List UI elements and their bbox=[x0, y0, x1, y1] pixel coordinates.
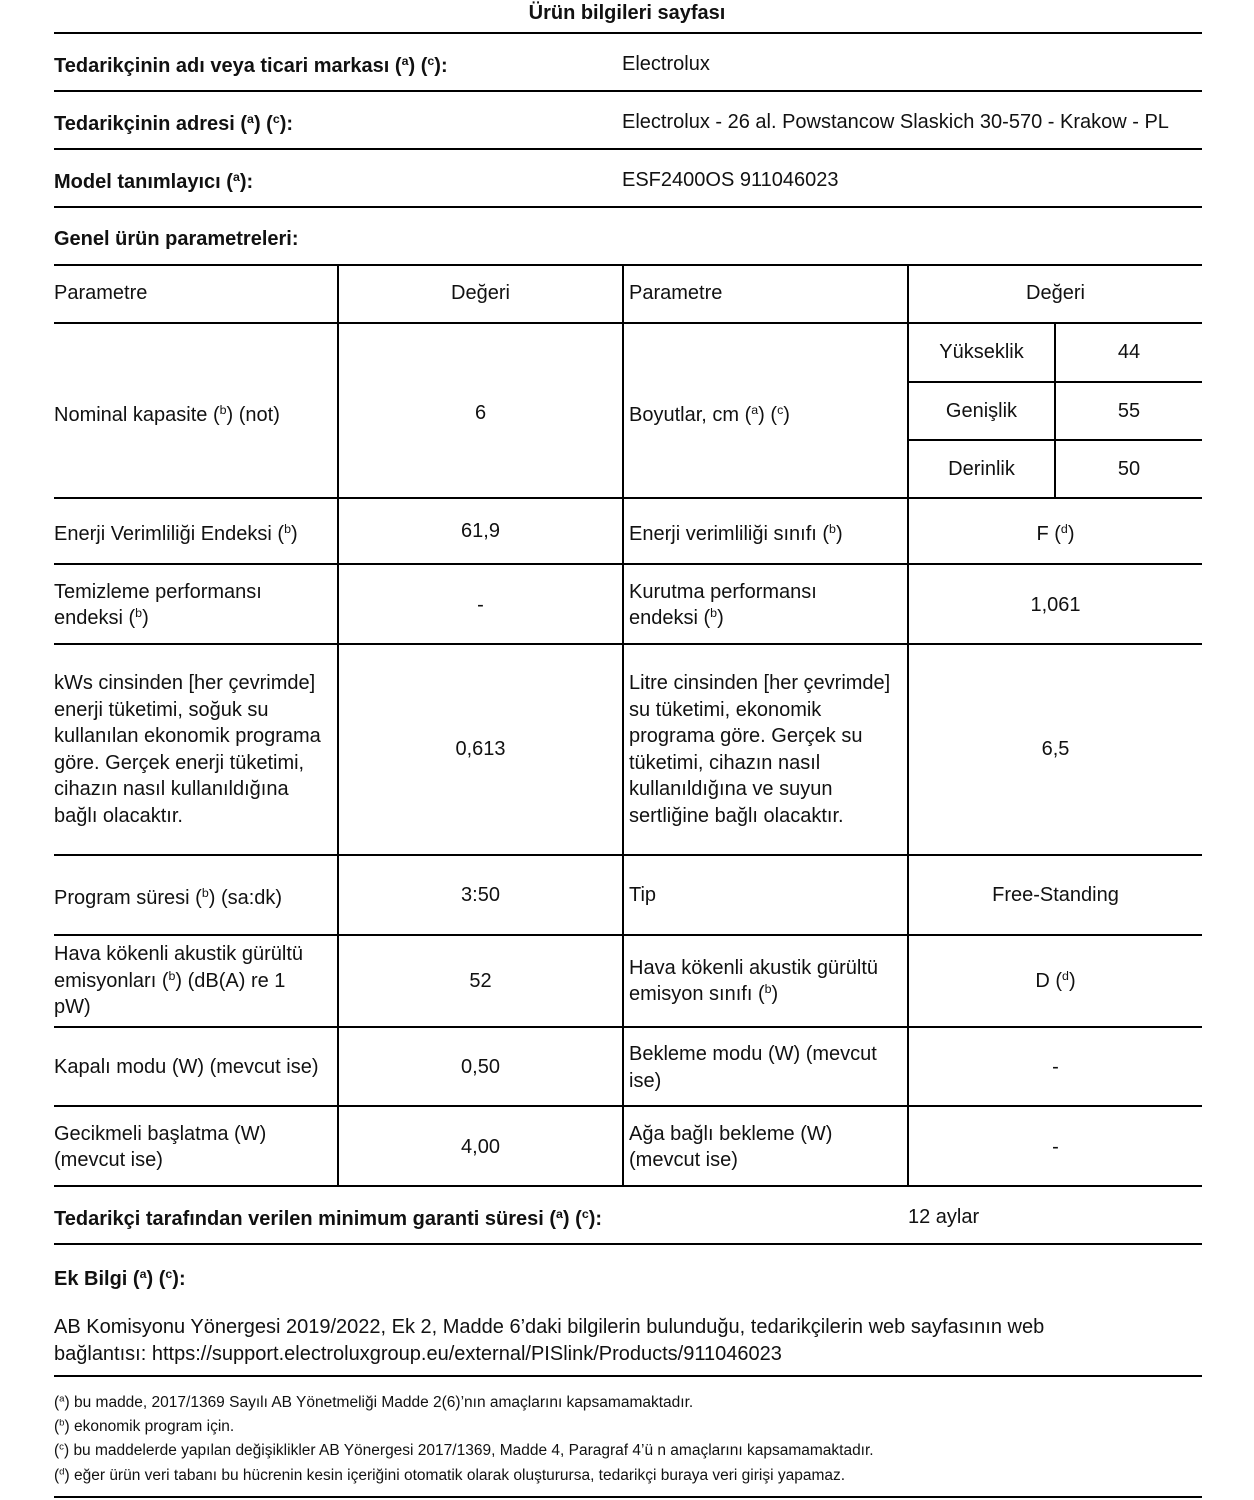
rule bbox=[54, 32, 1202, 34]
additional-info-text: AB Komisyonu Yönergesi 2019/2022, Ek 2, Madde 6’daki bilgilerin bulunduğu, tedarikçilerin web sayfasının web bbox=[54, 1316, 1045, 1338]
cleaning-value: - bbox=[477, 593, 484, 616]
capacity-value: 6 bbox=[474, 401, 487, 424]
rule bbox=[54, 1496, 1202, 1498]
rule bbox=[54, 1375, 1202, 1377]
header-parameter-1: Parametre bbox=[54, 282, 148, 305]
height-value: 44 bbox=[1117, 341, 1141, 364]
drying-value: 1,061 bbox=[1030, 593, 1081, 616]
water-consumption-label: Litre cinsinden [her çevrimde] su tüketimi, ekonomik programa göre. Gerçek su tüketimi, cihazın nasıl kullanıldığına ve suyun sertliğine bağlı olacaktır. bbox=[629, 672, 891, 827]
model-label: Model tanımlayıcı ($^a$): bbox=[54, 170, 254, 193]
energy-consumption-value: 0,613 bbox=[455, 738, 506, 761]
energy-consumption-label: kWs cinsinden [her çevrimde] enerji tüketimi, soğuk su kullanılan ekonomik programa göre. Gerçek enerji tüketimi, cihazın nasıl kullanıldığına bağlı olacaktır. bbox=[54, 672, 321, 827]
footnote-c: ($^c$) bu maddelerde yapılan değişiklikler AB Yönergesi 2017/1369, Madde 4, Paragraf 4’ü n amaçlarını kapsamamaktadır. bbox=[54, 1441, 874, 1459]
noise-label: Hava kökenli akustik gürültü emisyonları ($^b$) (dB(A) re 1 pW) bbox=[54, 943, 304, 1019]
supplier-name-value: Electrolux bbox=[622, 53, 710, 75]
depth-value: 50 bbox=[1117, 458, 1141, 481]
height-label: Yükseklik bbox=[939, 341, 1024, 364]
energy-class-value: F ($^d$) bbox=[1036, 521, 1075, 545]
footnote-d: ($^d$) eğer ürün veri tabanı bu hücrenin kesin içeriğini otomatik olarak oluşturursa, tedarikçi buraya veri girişi yapamaz. bbox=[54, 1466, 846, 1484]
depth-label: Derinlik bbox=[948, 458, 1015, 481]
noise-class-label: Hava kökenli akustik gürültü emisyon sınıfı ($^b$) bbox=[629, 956, 879, 1005]
cleaning-label: Temizleme performansı endeksi ($^b$) bbox=[54, 580, 262, 629]
type-value: Free-Standing bbox=[992, 883, 1119, 906]
delay-start-value: 4,00 bbox=[461, 1135, 500, 1158]
model-value: ESF2400OS 911046023 bbox=[622, 169, 839, 191]
delay-start-label: Gecikmeli başlatma (W) (mevcut ise) bbox=[54, 1122, 267, 1171]
program-duration-value: 3:50 bbox=[461, 883, 500, 906]
additional-info-link[interactable]: bağlantısı: https://support.electroluxgroup.eu/external/PISlink/Products/911046023 bbox=[54, 1343, 782, 1365]
network-standby-label: Ağa bağlı bekleme (W) (mevcut ise) bbox=[629, 1122, 833, 1171]
width-label: Genişlik bbox=[945, 399, 1018, 422]
capacity-label: Nominal kapasite ($^b$) (not) bbox=[54, 402, 280, 426]
warranty-label: Tedarikçi tarafından verilen minimum garanti süresi ($^a$) ($^c$): bbox=[54, 1207, 603, 1230]
standby-label: Bekleme modu (W) (mevcut ise) bbox=[629, 1043, 877, 1092]
dimensions-label: Boyutlar, cm ($^a$) ($^c$) bbox=[629, 402, 790, 426]
water-consumption-value: 6,5 bbox=[1041, 738, 1070, 761]
rule bbox=[54, 1243, 1202, 1245]
supplier-address-value: Electrolux - 26 al. Powstancow Slaskich 30-570 - Krakow - PL bbox=[622, 111, 1169, 133]
standby-value: - bbox=[1052, 1056, 1059, 1079]
supplier-name-label: Tedarikçinin adı veya ticari markası ($^a$) ($^c$): bbox=[54, 54, 448, 77]
width-value: 55 bbox=[1117, 399, 1141, 422]
eei-value: 61,9 bbox=[461, 519, 500, 542]
additional-info-title: Ek Bilgi ($^a$) ($^c$): bbox=[54, 1267, 186, 1290]
header-value-1: Değeri bbox=[451, 282, 510, 305]
drying-label: Kurutma performansı endeksi ($^b$) bbox=[629, 580, 817, 629]
page-title: Ürün bilgileri sayfası bbox=[528, 2, 726, 24]
supplier-address-label: Tedarikçinin adresi ($^a$) ($^c$): bbox=[54, 112, 294, 135]
footnote-b: ($^b$) ekonomik program için. bbox=[54, 1417, 235, 1435]
eei-label: Enerji Verimliliği Endeksi ($^b$) bbox=[54, 521, 298, 545]
off-mode-label: Kapalı modu (W) (mevcut ise) bbox=[54, 1056, 319, 1079]
energy-class-label: Enerji verimliliği sınıfı ($^b$) bbox=[629, 521, 843, 545]
rule bbox=[54, 148, 1202, 150]
table-divider bbox=[622, 265, 624, 1186]
warranty-value: 12 aylar bbox=[908, 1206, 980, 1228]
type-label: Tip bbox=[629, 883, 657, 906]
network-standby-value: - bbox=[1052, 1135, 1059, 1158]
rule bbox=[54, 90, 1202, 92]
footnote-a: ($^a$) bu madde, 2017/1369 Sayılı AB Yönetmeliği Madde 2(6)’nın amaçlarını kapsamamaktadır. bbox=[54, 1393, 694, 1411]
header-parameter-2: Parametre bbox=[629, 282, 723, 305]
noise-value: 52 bbox=[469, 969, 492, 992]
off-mode-value: 0,50 bbox=[461, 1056, 500, 1079]
general-parameters-title: Genel ürün parametreleri: bbox=[54, 228, 299, 250]
header-value-2: Değeri bbox=[1026, 282, 1085, 305]
noise-class-value: D ($^d$) bbox=[1035, 968, 1076, 992]
program-duration-label: Program süresi ($^b$) (sa:dk) bbox=[54, 885, 283, 909]
rule bbox=[54, 206, 1202, 208]
